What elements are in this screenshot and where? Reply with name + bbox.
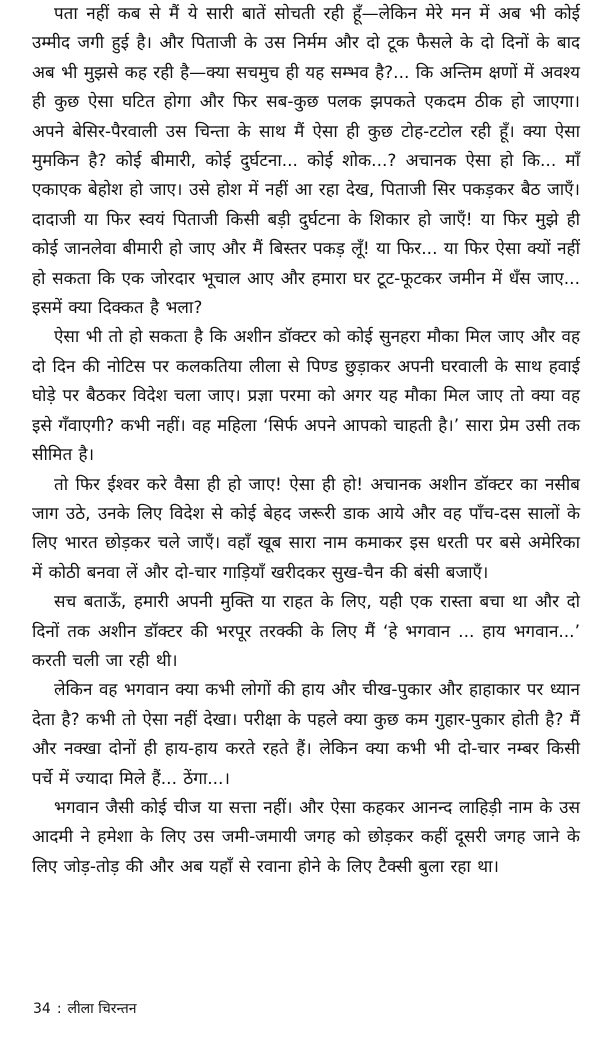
paragraph-1: पता नहीं कब से मैं ये सारी बातें सोचती रही हूँ—लेकिन मेरे मन में अब भी कोई उम्मीद जगी हुई है। और पिताजी के उस निर्मम और दो टूक फैसले के दो दिनों के बाद अब भी मुझसे कह रही है—क्या सचमुच ही यह सम्भव है?... कि अन्तिम क्षणों में अवश्य ही कुछ ऐसा घटित होगा और फिर सब-कुछ पलक झपकते एकदम ठीक हो जाएगा। अपने बेसिर-पैरवाली उस चिन्ता के साथ मैं ऐसा ही कुछ टोह-टटोल रही हूँ। क्या ऐसा मुमकिन है? कोई बीमारी, कोई दुर्घटना... कोई शोक...? अचानक ऐसा हो कि... माँ एकाएक बेहोश हो जाए। उसे होश में नहीं आ रहा देख, पिताजी सिर पकड़कर बैठ जाएँ। दादाजी या फिर स्वयं पिताजी किसी बड़ी दुर्घटना के शिकार हो जाएँ! या फिर मुझे ही कोई जानलेवा बीमारी हो जाए और मैं बिस्तर पकड़ लूँ! या फिर... या फिर ऐसा क्यों नहीं हो सकता कि एक जोरदार भूचाल आए और हमारा घर टूट-फूटकर जमीन में धँस जाए... इसमें क्या दिक्कत है भला?: [32, 4, 580, 319]
page-number: 34: [33, 1001, 51, 1017]
page-footer: [33, 1000, 137, 1018]
paragraph-2: ऐसा भी तो हो सकता है कि अशीन डॉक्टर को कोई सुनहरा मौका मिल जाए और वह दो दिन की नोटिस पर कलकतिया लीला से पिण्ड छुड़ाकर अपनी घरवाली के साथ हवाई घोड़े पर बैठकर विदेश चला जाए। प्रज्ञा परमा को अगर यह मौका मिल जाए तो क्या वह इसे गँवाएगी? कभी नहीं। वह महिला ‘सिर्फ अपने आपको चाहती है।’ सारा प्रेम उसी तक सीमित है।: [32, 327, 580, 466]
paragraph-4: सच बताऊँ, हमारी अपनी मुक्ति या राहत के लिए, यही एक रास्ता बचा था और दो दिनों तक अशीन डॉक्टर की भरपूर तरक्की के लिए मैं ‘हे भगवान ... हाय भगवान...’ करती चली जा रही थी।: [32, 592, 580, 671]
body-text: [32, 0, 580, 882]
paragraph-3: तो फिर ईश्वर करे वैसा ही हो जाए! ऐसा ही हो! अचानक अशीन डॉक्टर का नसीब जाग उठे, उनके लिए विदेश से कोई बेहद जरूरी डाक आये और वह पाँच-दस सालों के लिए भारत छोड़कर चले जाएँ। वहाँ खूब सारा नाम कमाकर इस धरती पर बसे अमेरिका में कोठी बनवा लें और दो-चार गाड़ियाँ खरीदकर सुख-चैन की बंसी बजाएँ।: [32, 474, 580, 583]
book-title: लीला चिरन्तन: [67, 1001, 137, 1017]
paragraph-5: लेकिन वह भगवान क्या कभी लोगों की हाय और चीख-पुकार और हाहाकार पर ध्यान देता है? कभी तो ऐसा नहीं देखा। परीक्षा के पहले क्या कुछ कम गुहार-पुकार होती है? मैं और नक्खा दोनों ही हाय-हाय करते रहते हैं। लेकिन क्या कभी भी दो-चार नम्बर किसी पर्चे में ज्यादा मिले हैं... ठेंगा...।: [32, 680, 580, 789]
paragraph-6: भगवान जैसी कोई चीज या सत्ता नहीं। और ऐसा कहकर आनन्द लाहिड़ी नाम के उस आदमी ने हमेशा के लिए उस जमी-जमायी जगह को छोड़कर कहीं दूसरी जगह जाने के लिए जोड़-तोड़ की और अब यहाँ से रवाना होने के लिए टैक्सी बुला रहा था।: [32, 797, 580, 877]
footer-separator: :: [56, 1001, 62, 1017]
